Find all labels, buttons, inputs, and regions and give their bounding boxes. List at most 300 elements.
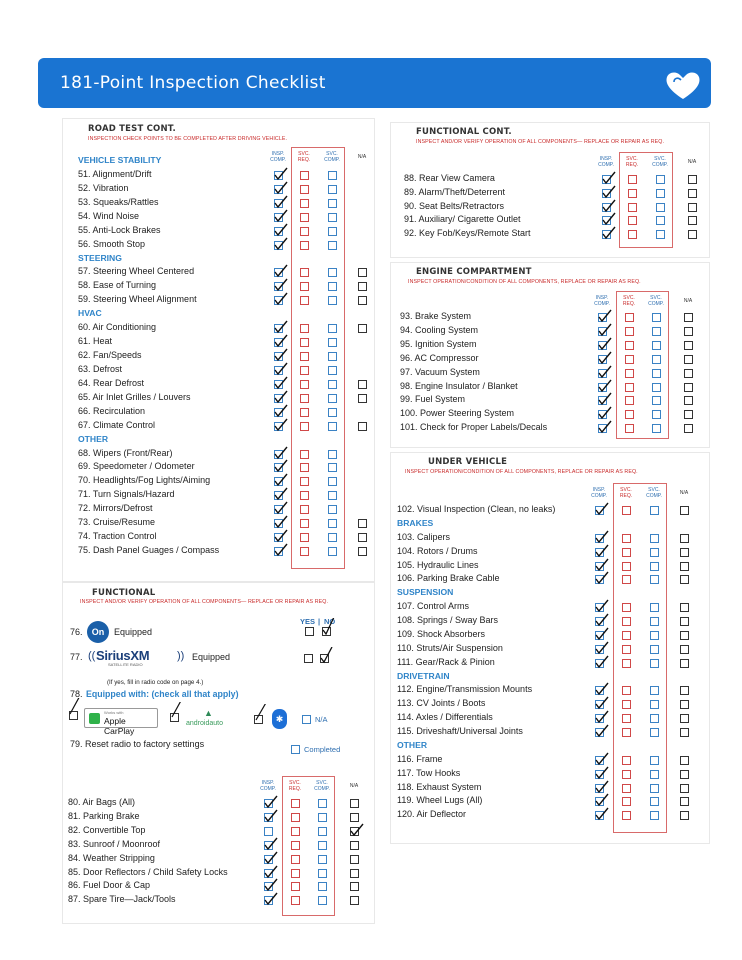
item-label: 93. Brake System bbox=[400, 311, 472, 321]
insp-comp-checkbox[interactable] bbox=[264, 882, 273, 891]
insp-comp-checkbox[interactable] bbox=[595, 700, 604, 709]
svc-req-checkbox[interactable] bbox=[625, 383, 634, 392]
item-77-number: 77. bbox=[70, 652, 83, 662]
svc-comp-checkbox[interactable] bbox=[650, 575, 659, 584]
svc-comp-checkbox[interactable] bbox=[652, 341, 661, 350]
svc-comp-checkbox[interactable] bbox=[328, 450, 337, 459]
na-checkbox[interactable] bbox=[680, 686, 689, 695]
item-77-yes-checkbox[interactable] bbox=[304, 654, 313, 663]
road_test-item-row bbox=[78, 545, 408, 558]
check-mark-icon bbox=[594, 613, 609, 627]
insp-comp-checkbox[interactable] bbox=[595, 770, 604, 779]
svc-comp-checkbox[interactable] bbox=[318, 841, 327, 850]
svc-req-checkbox[interactable] bbox=[622, 645, 631, 654]
na-checkbox[interactable] bbox=[684, 341, 693, 350]
na-checkbox[interactable] bbox=[358, 394, 367, 403]
insp-comp-checkbox[interactable] bbox=[595, 659, 604, 668]
svc-comp-checkbox[interactable] bbox=[650, 659, 659, 668]
svc-comp-checkbox[interactable] bbox=[650, 617, 659, 626]
insp-comp-checkbox[interactable] bbox=[602, 175, 611, 184]
svc-req-checkbox[interactable] bbox=[300, 185, 309, 194]
insp-comp-checkbox[interactable] bbox=[274, 213, 283, 222]
check-mark-icon bbox=[601, 199, 616, 213]
insp-comp-checkbox[interactable] bbox=[595, 645, 604, 654]
svc-comp-checkbox[interactable] bbox=[328, 380, 337, 389]
svc-comp-checkbox[interactable] bbox=[650, 562, 659, 571]
svc-comp-checkbox[interactable] bbox=[650, 506, 659, 515]
insp-comp-checkbox[interactable] bbox=[595, 506, 604, 515]
na-checkbox[interactable] bbox=[680, 728, 689, 737]
insp-comp-checkbox[interactable] bbox=[598, 369, 607, 378]
na-checkbox[interactable] bbox=[350, 827, 359, 836]
insp-comp-checkbox[interactable] bbox=[595, 548, 604, 557]
svc-req-checkbox[interactable] bbox=[300, 491, 309, 500]
svc-req-checkbox[interactable] bbox=[291, 841, 300, 850]
check-mark-icon bbox=[263, 809, 278, 823]
na-checkbox[interactable] bbox=[350, 841, 359, 850]
insp-comp-checkbox[interactable] bbox=[598, 424, 607, 433]
svc-req-checkbox[interactable] bbox=[622, 756, 631, 765]
insp-comp-checkbox[interactable] bbox=[274, 296, 283, 305]
check-mark-icon bbox=[594, 544, 609, 558]
svc-comp-checkbox[interactable] bbox=[318, 869, 327, 878]
svc-comp-checkbox[interactable] bbox=[656, 175, 665, 184]
svc-req-checkbox[interactable] bbox=[625, 369, 634, 378]
insp-comp-checkbox[interactable] bbox=[274, 450, 283, 459]
svc-req-checkbox[interactable] bbox=[622, 686, 631, 695]
svc-comp-checkbox[interactable] bbox=[650, 700, 659, 709]
insp-comp-checkbox[interactable] bbox=[274, 491, 283, 500]
insp-comp-checkbox[interactable] bbox=[274, 547, 283, 556]
insp-comp-checkbox[interactable] bbox=[595, 603, 604, 612]
svc-req-checkbox[interactable] bbox=[628, 175, 637, 184]
na-checkbox[interactable] bbox=[684, 327, 693, 336]
svc-req-checkbox[interactable] bbox=[622, 548, 631, 557]
check-mark-icon bbox=[273, 529, 288, 543]
na-checkbox[interactable] bbox=[688, 189, 697, 198]
svc-comp-checkbox[interactable] bbox=[650, 686, 659, 695]
svc-req-checkbox[interactable] bbox=[291, 813, 300, 822]
na-checkbox[interactable] bbox=[680, 797, 689, 806]
item-label: 96. AC Compressor bbox=[400, 352, 479, 363]
insp-comp-checkbox[interactable] bbox=[595, 811, 604, 820]
svc-comp-checkbox[interactable] bbox=[650, 645, 659, 654]
na-checkbox[interactable] bbox=[680, 700, 689, 709]
svc-comp-checkbox[interactable] bbox=[652, 369, 661, 378]
item-label: 81. Parking Brake bbox=[68, 810, 140, 821]
item-76-no-checkbox[interactable] bbox=[322, 627, 331, 636]
insp-comp-checkbox[interactable] bbox=[595, 756, 604, 765]
road_test-item-row bbox=[78, 350, 408, 363]
svc-req-checkbox[interactable] bbox=[300, 380, 309, 389]
svc-comp-checkbox[interactable] bbox=[328, 213, 337, 222]
svc-req-checkbox[interactable] bbox=[628, 203, 637, 212]
insp-comp-checkbox[interactable] bbox=[274, 171, 283, 180]
na-checkbox[interactable] bbox=[680, 617, 689, 626]
insp-comp-checkbox[interactable] bbox=[595, 686, 604, 695]
insp-comp-checkbox[interactable] bbox=[274, 519, 283, 528]
na-checkbox[interactable] bbox=[358, 422, 367, 431]
na-checkbox[interactable] bbox=[684, 313, 693, 322]
svc-comp-checkbox[interactable] bbox=[656, 203, 665, 212]
insp-comp-checkbox[interactable] bbox=[602, 203, 611, 212]
svc-req-checkbox[interactable] bbox=[628, 189, 637, 198]
insp-comp-checkbox[interactable] bbox=[264, 841, 273, 850]
svc-comp-checkbox[interactable] bbox=[328, 394, 337, 403]
insp-comp-checkbox[interactable] bbox=[264, 813, 273, 822]
svc-req-checkbox[interactable] bbox=[300, 282, 309, 291]
svc-comp-checkbox[interactable] bbox=[652, 313, 661, 322]
svc-req-checkbox[interactable] bbox=[622, 631, 631, 640]
insp-comp-checkbox[interactable] bbox=[274, 422, 283, 431]
svc-comp-checkbox[interactable] bbox=[652, 424, 661, 433]
item-78-na-checkbox[interactable] bbox=[302, 715, 311, 724]
na-checkbox[interactable] bbox=[680, 756, 689, 765]
insp-comp-checkbox[interactable] bbox=[274, 394, 283, 403]
svc-comp-checkbox[interactable] bbox=[650, 784, 659, 793]
item-79-completed-checkbox[interactable] bbox=[291, 745, 300, 754]
insp-comp-checkbox[interactable] bbox=[598, 313, 607, 322]
na-checkbox[interactable] bbox=[358, 547, 367, 556]
svc-req-checkbox[interactable] bbox=[300, 213, 309, 222]
na-checkbox[interactable] bbox=[680, 645, 689, 654]
svc-comp-checkbox[interactable] bbox=[328, 408, 337, 417]
svc-req-checkbox[interactable] bbox=[625, 410, 634, 419]
insp-comp-checkbox[interactable] bbox=[274, 185, 283, 194]
svc-req-checkbox[interactable] bbox=[291, 799, 300, 808]
svc-comp-checkbox[interactable] bbox=[650, 756, 659, 765]
svc-comp-checkbox[interactable] bbox=[650, 811, 659, 820]
na-checkbox[interactable] bbox=[350, 896, 359, 905]
na-checkbox[interactable] bbox=[680, 631, 689, 640]
na-checkbox[interactable] bbox=[688, 175, 697, 184]
svc-req-checkbox[interactable] bbox=[291, 869, 300, 878]
na-checkbox[interactable] bbox=[358, 324, 367, 333]
na-checkbox[interactable] bbox=[350, 813, 359, 822]
svc-req-checkbox[interactable] bbox=[622, 603, 631, 612]
svc-comp-checkbox[interactable] bbox=[328, 171, 337, 180]
insp-comp-checkbox[interactable] bbox=[274, 352, 283, 361]
insp-comp-checkbox[interactable] bbox=[264, 855, 273, 864]
na-checkbox[interactable] bbox=[684, 369, 693, 378]
svc-comp-checkbox[interactable] bbox=[328, 296, 337, 305]
svc-req-checkbox[interactable] bbox=[625, 327, 634, 336]
na-checkbox[interactable] bbox=[358, 533, 367, 542]
svc-comp-checkbox[interactable] bbox=[650, 534, 659, 543]
insp-comp-checkbox[interactable] bbox=[274, 463, 283, 472]
svc-req-checkbox[interactable] bbox=[300, 408, 309, 417]
insp-comp-checkbox[interactable] bbox=[595, 728, 604, 737]
svc-req-checkbox[interactable] bbox=[622, 659, 631, 668]
svc-comp-checkbox[interactable] bbox=[328, 422, 337, 431]
svc-req-checkbox[interactable] bbox=[622, 575, 631, 584]
svc-comp-checkbox[interactable] bbox=[650, 603, 659, 612]
insp-comp-checkbox[interactable] bbox=[595, 575, 604, 584]
svc-req-checkbox[interactable] bbox=[300, 324, 309, 333]
na-checkbox[interactable] bbox=[688, 216, 697, 225]
insp-comp-checkbox[interactable] bbox=[595, 714, 604, 723]
check-mark-icon bbox=[273, 501, 288, 515]
svc-req-checkbox[interactable] bbox=[628, 230, 637, 239]
insp-comp-checkbox[interactable] bbox=[595, 617, 604, 626]
na-checkbox[interactable] bbox=[684, 355, 693, 364]
svc-comp-checkbox[interactable] bbox=[650, 548, 659, 557]
insp-comp-checkbox[interactable] bbox=[598, 410, 607, 419]
svc-req-checkbox[interactable] bbox=[300, 533, 309, 542]
road_test-col-header-1: SVC. REQ. bbox=[297, 151, 311, 163]
svc-req-checkbox[interactable] bbox=[625, 355, 634, 364]
na-checkbox[interactable] bbox=[358, 282, 367, 291]
onstar-logo bbox=[87, 621, 109, 643]
check-mark-icon bbox=[594, 682, 609, 696]
insp-comp-checkbox[interactable] bbox=[595, 534, 604, 543]
check-mark-icon bbox=[273, 473, 288, 487]
svc-comp-checkbox[interactable] bbox=[328, 352, 337, 361]
na-checkbox[interactable] bbox=[358, 519, 367, 528]
insp-comp-checkbox[interactable] bbox=[274, 366, 283, 375]
insp-comp-checkbox[interactable] bbox=[595, 784, 604, 793]
insp-comp-checkbox[interactable] bbox=[598, 383, 607, 392]
insp-comp-checkbox[interactable] bbox=[274, 338, 283, 347]
svc-req-checkbox[interactable] bbox=[300, 463, 309, 472]
functional-col-header-3: N/A bbox=[349, 783, 359, 789]
na-checkbox[interactable] bbox=[680, 534, 689, 543]
svc-req-checkbox[interactable] bbox=[300, 477, 309, 486]
insp-comp-checkbox[interactable] bbox=[598, 341, 607, 350]
item-label: 113. CV Joints / Boots bbox=[397, 698, 486, 709]
svc-comp-checkbox[interactable] bbox=[328, 463, 337, 472]
functional_cont-item-row bbox=[404, 187, 734, 200]
check-mark-icon bbox=[273, 446, 288, 460]
functional-cont-subtitle: INSPECT AND/OR VERIFY OPERATION OF ALL COMPONENTS— REPLACE OR REPAIR AS REQ. bbox=[416, 139, 665, 145]
insp-comp-checkbox[interactable] bbox=[602, 189, 611, 198]
na-checkbox[interactable] bbox=[350, 799, 359, 808]
svc-comp-checkbox[interactable] bbox=[650, 728, 659, 737]
na-checkbox[interactable] bbox=[358, 296, 367, 305]
insp-comp-checkbox[interactable] bbox=[598, 327, 607, 336]
svc-req-checkbox[interactable] bbox=[622, 534, 631, 543]
check-mark-icon bbox=[594, 780, 609, 794]
na-checkbox[interactable] bbox=[358, 380, 367, 389]
svc-req-checkbox[interactable] bbox=[622, 562, 631, 571]
item-76-yes-checkbox[interactable] bbox=[305, 627, 314, 636]
svc-comp-checkbox[interactable] bbox=[328, 282, 337, 291]
na-checkbox[interactable] bbox=[684, 424, 693, 433]
na-checkbox[interactable] bbox=[680, 811, 689, 820]
check-mark-icon bbox=[263, 795, 278, 809]
svc-req-checkbox[interactable] bbox=[300, 268, 309, 277]
svc-comp-checkbox[interactable] bbox=[650, 797, 659, 806]
svc-comp-checkbox[interactable] bbox=[328, 505, 337, 514]
svc-req-checkbox[interactable] bbox=[622, 784, 631, 793]
svc-comp-checkbox[interactable] bbox=[328, 366, 337, 375]
check-mark-icon bbox=[594, 752, 609, 766]
svc-req-checkbox[interactable] bbox=[622, 714, 631, 723]
under-vehicle-subtitle: INSPECT OPERATION/CONDITION OF ALL COMPONENTS, REPLACE OR REPAIR AS REQ. bbox=[405, 469, 638, 475]
under_vehicle-item-row bbox=[397, 615, 727, 628]
svc-comp-checkbox[interactable] bbox=[656, 230, 665, 239]
insp-comp-checkbox[interactable] bbox=[264, 799, 273, 808]
item-label: 54. Wind Noise bbox=[78, 210, 140, 221]
svc-req-checkbox[interactable] bbox=[300, 241, 309, 250]
insp-comp-checkbox[interactable] bbox=[274, 408, 283, 417]
svc-comp-checkbox[interactable] bbox=[318, 855, 327, 864]
siriusxm-logo-text: SiriusXM bbox=[96, 648, 150, 663]
insp-comp-checkbox[interactable] bbox=[602, 230, 611, 239]
svc-comp-checkbox[interactable] bbox=[652, 396, 661, 405]
svc-req-checkbox[interactable] bbox=[622, 617, 631, 626]
item-label: 83. Sunroof / Moonroof bbox=[68, 838, 161, 849]
svc-req-checkbox[interactable] bbox=[291, 896, 300, 905]
svc-req-checkbox[interactable] bbox=[628, 216, 637, 225]
svc-comp-checkbox[interactable] bbox=[328, 477, 337, 486]
insp-comp-checkbox[interactable] bbox=[602, 216, 611, 225]
svc-req-checkbox[interactable] bbox=[622, 770, 631, 779]
svc-comp-checkbox[interactable] bbox=[656, 189, 665, 198]
svc-req-checkbox[interactable] bbox=[300, 338, 309, 347]
svc-req-checkbox[interactable] bbox=[291, 855, 300, 864]
svc-comp-checkbox[interactable] bbox=[650, 770, 659, 779]
svc-comp-checkbox[interactable] bbox=[328, 491, 337, 500]
svc-req-checkbox[interactable] bbox=[300, 171, 309, 180]
yes-no-divider: | bbox=[318, 617, 321, 626]
svc-req-checkbox[interactable] bbox=[300, 296, 309, 305]
svc-req-checkbox[interactable] bbox=[625, 424, 634, 433]
svc-req-checkbox[interactable] bbox=[300, 450, 309, 459]
insp-comp-checkbox[interactable] bbox=[264, 827, 273, 836]
na-checkbox[interactable] bbox=[358, 268, 367, 277]
item-label: 109. Shock Absorbers bbox=[397, 628, 486, 639]
insp-comp-checkbox[interactable] bbox=[274, 268, 283, 277]
insp-comp-checkbox[interactable] bbox=[595, 631, 604, 640]
item-label: 116. Frame bbox=[397, 753, 443, 764]
na-checkbox[interactable] bbox=[684, 410, 693, 419]
functional_cont-col-header-1: SVC. REQ. bbox=[625, 156, 639, 168]
svc-comp-checkbox[interactable] bbox=[328, 268, 337, 277]
svc-comp-checkbox[interactable] bbox=[652, 355, 661, 364]
apple-carplay-badge bbox=[84, 708, 158, 736]
na-checkbox[interactable] bbox=[680, 506, 689, 515]
svc-comp-checkbox[interactable] bbox=[650, 631, 659, 640]
check-mark-icon bbox=[273, 515, 288, 529]
na-checkbox[interactable] bbox=[680, 562, 689, 571]
svc-comp-checkbox[interactable] bbox=[650, 714, 659, 723]
svc-comp-checkbox[interactable] bbox=[328, 519, 337, 528]
svc-comp-checkbox[interactable] bbox=[652, 410, 661, 419]
insp-comp-checkbox[interactable] bbox=[274, 477, 283, 486]
insp-comp-checkbox[interactable] bbox=[274, 324, 283, 333]
na-checkbox[interactable] bbox=[680, 659, 689, 668]
na-checkbox[interactable] bbox=[688, 203, 697, 212]
na-checkbox[interactable] bbox=[684, 396, 693, 405]
svc-comp-checkbox[interactable] bbox=[328, 547, 337, 556]
functional-item-row bbox=[68, 797, 398, 810]
svc-req-checkbox[interactable] bbox=[300, 227, 309, 236]
na-checkbox[interactable] bbox=[680, 548, 689, 557]
svc-comp-checkbox[interactable] bbox=[652, 327, 661, 336]
svc-req-checkbox[interactable] bbox=[291, 882, 300, 891]
check-mark-icon bbox=[263, 837, 278, 851]
insp-comp-checkbox[interactable] bbox=[274, 227, 283, 236]
road_test-item-row bbox=[78, 461, 408, 474]
android-auto-checkbox[interactable] bbox=[170, 713, 179, 722]
item-label: 58. Ease of Turning bbox=[78, 280, 157, 291]
svc-comp-checkbox[interactable] bbox=[656, 216, 665, 225]
svc-comp-checkbox[interactable] bbox=[328, 199, 337, 208]
insp-comp-checkbox[interactable] bbox=[274, 282, 283, 291]
na-checkbox[interactable] bbox=[350, 855, 359, 864]
na-checkbox[interactable] bbox=[350, 882, 359, 891]
item-79-label: 79. Reset radio to factory settings bbox=[70, 739, 205, 749]
svc-comp-checkbox[interactable] bbox=[328, 241, 337, 250]
bluetooth-checkbox[interactable] bbox=[254, 715, 263, 724]
na-checkbox[interactable] bbox=[680, 575, 689, 584]
svc-req-checkbox[interactable] bbox=[300, 199, 309, 208]
insp-comp-checkbox[interactable] bbox=[598, 355, 607, 364]
svc-req-checkbox[interactable] bbox=[622, 728, 631, 737]
svc-req-checkbox[interactable] bbox=[300, 505, 309, 514]
svc-comp-checkbox[interactable] bbox=[328, 324, 337, 333]
svc-req-checkbox[interactable] bbox=[625, 313, 634, 322]
functional-item-row bbox=[68, 839, 398, 852]
svc-req-checkbox[interactable] bbox=[300, 422, 309, 431]
item-77-no-checkbox[interactable] bbox=[320, 654, 329, 663]
insp-comp-checkbox[interactable] bbox=[595, 797, 604, 806]
insp-comp-checkbox[interactable] bbox=[598, 396, 607, 405]
na-checkbox[interactable] bbox=[350, 869, 359, 878]
svc-req-checkbox[interactable] bbox=[622, 797, 631, 806]
svc-comp-checkbox[interactable] bbox=[318, 896, 327, 905]
insp-comp-checkbox[interactable] bbox=[264, 896, 273, 905]
svc-req-checkbox[interactable] bbox=[300, 547, 309, 556]
insp-comp-checkbox[interactable] bbox=[274, 505, 283, 514]
carplay-checkbox[interactable] bbox=[69, 711, 78, 720]
insp-comp-checkbox[interactable] bbox=[274, 380, 283, 389]
svc-comp-checkbox[interactable] bbox=[328, 533, 337, 542]
svc-comp-checkbox[interactable] bbox=[318, 813, 327, 822]
svc-comp-checkbox[interactable] bbox=[318, 799, 327, 808]
na-checkbox[interactable] bbox=[680, 770, 689, 779]
insp-comp-checkbox[interactable] bbox=[274, 199, 283, 208]
svc-comp-checkbox[interactable] bbox=[328, 338, 337, 347]
na-checkbox[interactable] bbox=[680, 784, 689, 793]
engine-col-header-3: N/A bbox=[683, 298, 693, 304]
svc-req-checkbox[interactable] bbox=[300, 366, 309, 375]
na-checkbox[interactable] bbox=[684, 383, 693, 392]
na-checkbox[interactable] bbox=[680, 714, 689, 723]
svc-req-checkbox[interactable] bbox=[300, 394, 309, 403]
svc-comp-checkbox[interactable] bbox=[328, 185, 337, 194]
svc-req-checkbox[interactable] bbox=[625, 396, 634, 405]
svc-comp-checkbox[interactable] bbox=[318, 882, 327, 891]
svc-comp-checkbox[interactable] bbox=[318, 827, 327, 836]
svc-req-checkbox[interactable] bbox=[291, 827, 300, 836]
insp-comp-checkbox[interactable] bbox=[595, 562, 604, 571]
svc-req-checkbox[interactable] bbox=[625, 341, 634, 350]
svc-req-checkbox[interactable] bbox=[300, 519, 309, 528]
svc-req-checkbox[interactable] bbox=[622, 811, 631, 820]
svc-req-checkbox[interactable] bbox=[622, 506, 631, 515]
insp-comp-checkbox[interactable] bbox=[274, 533, 283, 542]
svc-comp-checkbox[interactable] bbox=[652, 383, 661, 392]
svc-comp-checkbox[interactable] bbox=[328, 227, 337, 236]
insp-comp-checkbox[interactable] bbox=[264, 869, 273, 878]
insp-comp-checkbox[interactable] bbox=[274, 241, 283, 250]
na-checkbox[interactable] bbox=[680, 603, 689, 612]
na-checkbox[interactable] bbox=[688, 230, 697, 239]
svc-req-checkbox[interactable] bbox=[622, 700, 631, 709]
svc-req-checkbox[interactable] bbox=[300, 352, 309, 361]
